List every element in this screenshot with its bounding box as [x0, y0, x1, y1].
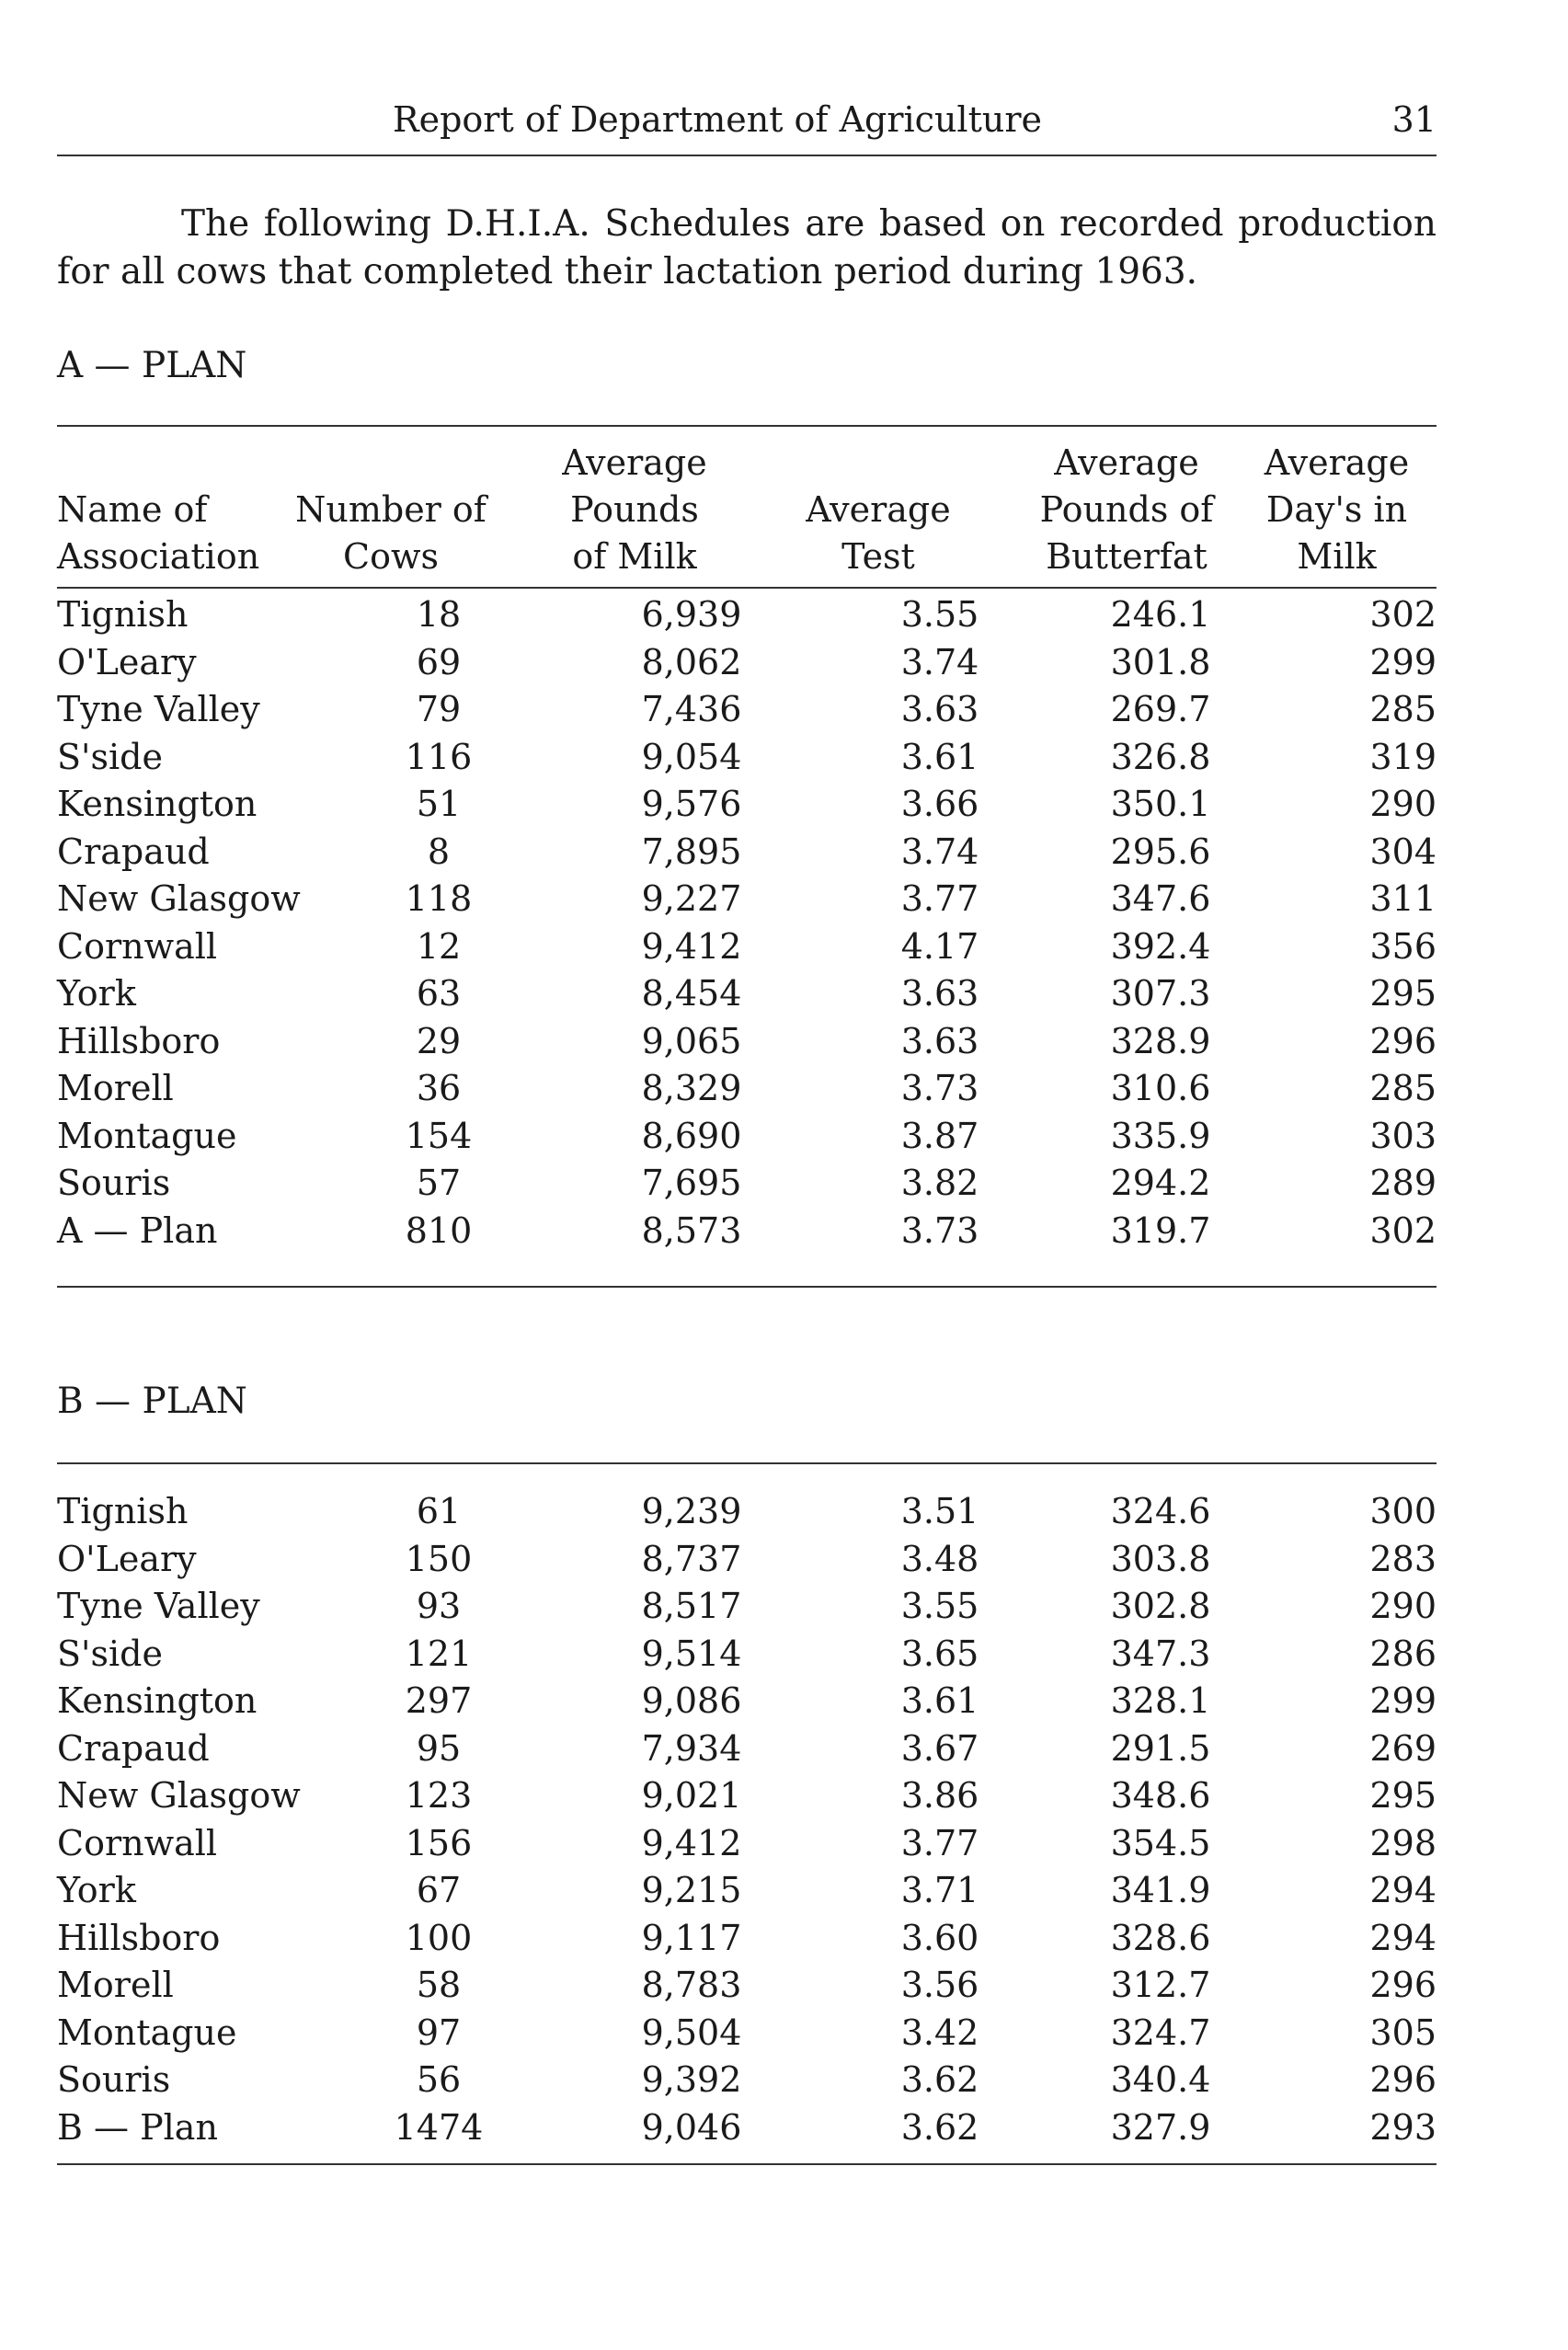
association-cell: Morell: [57, 1068, 174, 1108]
table-row: [57, 1631, 1436, 1679]
test-cell: 3.73: [900, 1209, 979, 1251]
test-cell: 4.17: [900, 925, 979, 967]
association-cell: Montague: [57, 1115, 237, 1156]
running-head-title: Report of Department of Agriculture: [393, 99, 1042, 140]
test-cell: 3.66: [900, 784, 979, 824]
cows-cell: 58: [416, 1965, 462, 2005]
test-cell: 3.74: [900, 831, 979, 872]
header-test-line-2: Average: [806, 489, 951, 530]
cows-cell: 810: [405, 1209, 473, 1251]
header-butterfat: [1016, 440, 1237, 580]
plan-b-table: [57, 1488, 1436, 2151]
test-cell: 3.87: [900, 1115, 979, 1156]
milk-cell: 8,573: [641, 1209, 742, 1251]
running-head: [57, 92, 1436, 147]
association-cell: Cornwall: [57, 925, 218, 967]
days-cell: 356: [1369, 925, 1436, 967]
association-cell: Souris: [57, 2059, 171, 2100]
header-cows-line-2: Number of: [295, 489, 486, 530]
table-row: [57, 686, 1436, 734]
butterfat-cell: 302.8: [1110, 1586, 1211, 1626]
days-cell: 305: [1369, 2012, 1436, 2053]
association-cell: New Glasgow: [57, 878, 301, 919]
test-cell: 3.56: [900, 1965, 979, 2005]
days-cell: 311: [1369, 878, 1436, 919]
association-cell: Morell: [57, 1965, 174, 2005]
test-cell: 3.82: [900, 1163, 979, 1203]
cows-cell: 57: [416, 1163, 462, 1203]
association-cell: A — Plan: [57, 1209, 218, 1251]
table-row: [57, 1018, 1436, 1066]
association-cell: York: [57, 973, 136, 1014]
association-cell: York: [57, 1870, 136, 1910]
plan-b-heading: B — PLAN: [57, 1381, 247, 1422]
table-row: [57, 970, 1436, 1018]
header-butterfat-line-1: Average: [1054, 442, 1199, 483]
milk-cell: 9,227: [641, 878, 742, 919]
butterfat-cell: 328.9: [1110, 1020, 1211, 1061]
association-cell: Hillsboro: [57, 1020, 221, 1061]
header-test: [786, 440, 970, 580]
days-cell: 294: [1369, 1917, 1436, 1958]
table-row: [57, 1962, 1436, 2010]
association-cell: Tignish: [57, 594, 189, 635]
cows-cell: 36: [416, 1068, 462, 1108]
milk-cell: 9,046: [641, 2106, 742, 2148]
header-days-line-1: Average: [1264, 442, 1410, 483]
header-cows: [276, 440, 506, 580]
days-cell: 302: [1369, 594, 1436, 635]
header-days-line-2: Day's in: [1265, 489, 1408, 530]
days-cell: 296: [1369, 1965, 1436, 2005]
butterfat-cell: 310.6: [1110, 1068, 1211, 1108]
association-cell: Tyne Valley: [57, 1586, 260, 1626]
test-cell: 3.63: [900, 1020, 979, 1061]
test-cell: 3.73: [900, 1068, 979, 1108]
butterfat-cell: 307.3: [1110, 973, 1211, 1014]
header-milk-line-2: Pounds: [570, 489, 699, 530]
days-cell: 286: [1369, 1633, 1436, 1674]
cows-cell: 100: [405, 1917, 473, 1958]
table-row: [57, 829, 1436, 877]
milk-cell: 7,436: [641, 689, 742, 729]
butterfat-cell: 354.5: [1110, 1822, 1211, 1863]
milk-cell: 9,576: [641, 784, 742, 824]
association-cell: Kensington: [57, 784, 258, 824]
header-days: [1237, 440, 1436, 580]
table-row: [57, 1820, 1436, 1868]
header-test-line-1: [786, 440, 970, 487]
header-milk-line-1: Average: [562, 442, 707, 483]
cows-cell: 63: [416, 973, 462, 1014]
butterfat-cell: 392.4: [1110, 925, 1211, 967]
days-cell: 302: [1369, 1209, 1436, 1251]
milk-cell: 9,514: [641, 1633, 742, 1674]
days-cell: 299: [1369, 641, 1436, 682]
milk-cell: 9,504: [641, 2012, 742, 2053]
cows-cell: 51: [416, 784, 462, 824]
table-row: [57, 1536, 1436, 1584]
butterfat-cell: 341.9: [1110, 1870, 1211, 1910]
cows-cell: 95: [416, 1727, 462, 1769]
table-row: [57, 1725, 1436, 1773]
plan-a-table: [57, 591, 1436, 1255]
header-cows-line-3: Cows: [343, 536, 439, 577]
test-cell: 3.65: [900, 1633, 979, 1674]
butterfat-cell: 312.7: [1110, 1965, 1211, 2005]
milk-cell: 7,895: [641, 831, 742, 872]
test-cell: 3.55: [900, 1586, 979, 1626]
milk-cell: 8,783: [641, 1965, 742, 2005]
cows-cell: 121: [405, 1633, 473, 1674]
header-milk: [529, 440, 740, 580]
header-cows-line-1: [276, 440, 506, 487]
test-cell: 3.55: [900, 594, 979, 635]
days-cell: 294: [1369, 1870, 1436, 1910]
test-cell: 3.62: [900, 2059, 979, 2100]
association-cell: S'side: [57, 736, 163, 777]
cows-cell: 93: [416, 1586, 462, 1626]
days-cell: 289: [1369, 1163, 1436, 1203]
cows-cell: 1474: [394, 2106, 484, 2148]
test-cell: 3.77: [900, 1822, 979, 1863]
cows-cell: 29: [416, 1020, 462, 1061]
milk-cell: 9,021: [641, 1775, 742, 1816]
days-cell: 296: [1369, 1020, 1436, 1061]
butterfat-cell: 269.7: [1110, 689, 1211, 729]
cows-cell: 154: [405, 1115, 473, 1156]
association-cell: Cornwall: [57, 1822, 218, 1863]
table-row: [57, 591, 1436, 639]
cows-cell: 12: [416, 925, 462, 967]
table-row: [57, 781, 1436, 829]
days-cell: 300: [1369, 1491, 1436, 1531]
table-row: [57, 1160, 1436, 1208]
butterfat-cell: 326.8: [1110, 736, 1211, 777]
association-cell: Montague: [57, 2012, 237, 2053]
days-cell: 296: [1369, 2059, 1436, 2100]
milk-cell: 9,392: [641, 2059, 742, 2100]
days-cell: 299: [1369, 1680, 1436, 1721]
butterfat-cell: 347.3: [1110, 1633, 1211, 1674]
milk-cell: 9,412: [641, 925, 742, 967]
table-row: [57, 923, 1436, 971]
milk-cell: 6,939: [641, 594, 742, 635]
cows-cell: 79: [416, 689, 462, 729]
days-cell: 285: [1369, 1068, 1436, 1108]
total-row: [57, 2104, 1436, 2152]
association-cell: Souris: [57, 1163, 171, 1203]
days-cell: 285: [1369, 689, 1436, 729]
milk-cell: 9,239: [641, 1491, 742, 1531]
test-cell: 3.51: [900, 1491, 979, 1531]
association-cell: Tyne Valley: [57, 689, 260, 729]
butterfat-cell: 327.9: [1110, 2106, 1211, 2148]
table-row: [57, 1867, 1436, 1915]
butterfat-cell: 291.5: [1110, 1727, 1211, 1769]
table-b-bottom-rule: [57, 2163, 1436, 2165]
cows-cell: 118: [405, 878, 473, 919]
cows-cell: 69: [416, 641, 462, 682]
test-cell: 3.74: [900, 641, 979, 682]
butterfat-cell: 347.6: [1110, 878, 1211, 919]
butterfat-cell: 324.6: [1110, 1491, 1211, 1531]
butterfat-cell: 294.2: [1110, 1163, 1211, 1203]
butterfat-cell: 246.1: [1110, 594, 1211, 635]
days-cell: 303: [1369, 1115, 1436, 1156]
header-test-line-3: Test: [841, 536, 915, 577]
association-cell: B — Plan: [57, 2106, 218, 2148]
days-cell: 319: [1369, 736, 1436, 777]
milk-cell: 8,737: [641, 1538, 742, 1579]
cows-cell: 123: [405, 1775, 473, 1816]
days-cell: 283: [1369, 1538, 1436, 1579]
cows-cell: 18: [416, 594, 462, 635]
table-row: [57, 2010, 1436, 2058]
test-cell: 3.61: [900, 1680, 979, 1721]
test-cell: 3.63: [900, 973, 979, 1014]
test-cell: 3.61: [900, 736, 979, 777]
header-association-line-1: [57, 440, 287, 487]
test-cell: 3.77: [900, 878, 979, 919]
cows-cell: 61: [416, 1491, 462, 1531]
milk-cell: 9,412: [641, 1822, 742, 1863]
days-cell: 295: [1369, 973, 1436, 1014]
table-a-top-rule: [57, 425, 1436, 427]
header-association-line-3: Association: [57, 536, 260, 577]
test-cell: 3.63: [900, 689, 979, 729]
association-cell: O'Leary: [57, 641, 197, 682]
test-cell: 3.42: [900, 2012, 979, 2053]
header-rule: [57, 155, 1436, 156]
table-row: [57, 1772, 1436, 1820]
milk-cell: 9,086: [641, 1680, 742, 1721]
days-cell: 269: [1369, 1727, 1436, 1769]
days-cell: 290: [1369, 1586, 1436, 1626]
header-days-line-3: Milk: [1297, 536, 1377, 577]
association-cell: Hillsboro: [57, 1917, 221, 1958]
test-cell: 3.48: [900, 1538, 979, 1579]
milk-cell: 8,454: [641, 973, 742, 1014]
header-milk-line-3: of Milk: [572, 536, 697, 577]
association-cell: Crapaud: [57, 831, 210, 872]
days-cell: 304: [1369, 831, 1436, 872]
association-cell: Tignish: [57, 1491, 189, 1531]
table-row: [57, 1915, 1436, 1963]
table-b-top-rule: [57, 1462, 1436, 1464]
butterfat-cell: 348.6: [1110, 1775, 1211, 1816]
association-cell: S'side: [57, 1633, 163, 1674]
header-butterfat-line-2: Pounds of: [1039, 489, 1214, 530]
milk-cell: 9,054: [641, 736, 742, 777]
butterfat-cell: 324.7: [1110, 2012, 1211, 2053]
days-cell: 293: [1369, 2106, 1436, 2148]
milk-cell: 7,695: [641, 1163, 742, 1203]
table-row: [57, 1488, 1436, 1536]
butterfat-cell: 350.1: [1110, 784, 1211, 824]
table-row: [57, 1678, 1436, 1725]
cows-cell: 56: [416, 2059, 462, 2100]
cows-cell: 67: [416, 1870, 462, 1910]
cows-cell: 150: [405, 1538, 473, 1579]
milk-cell: 8,062: [641, 641, 742, 682]
test-cell: 3.60: [900, 1917, 979, 1958]
table-row: [57, 1583, 1436, 1631]
cows-cell: 156: [405, 1822, 473, 1863]
test-cell: 3.86: [900, 1775, 979, 1816]
test-cell: 3.62: [900, 2106, 979, 2148]
table-row: [57, 734, 1436, 782]
total-row: [57, 1208, 1436, 1255]
butterfat-cell: 303.8: [1110, 1538, 1211, 1579]
cows-cell: 116: [405, 736, 473, 777]
header-association: [57, 440, 287, 580]
header-association-line-2: Name of: [57, 489, 208, 530]
test-cell: 3.71: [900, 1870, 979, 1910]
milk-cell: 8,517: [641, 1586, 742, 1626]
butterfat-cell: 328.6: [1110, 1917, 1211, 1958]
butterfat-cell: 319.7: [1110, 1209, 1211, 1251]
butterfat-cell: 340.4: [1110, 2059, 1211, 2100]
milk-cell: 9,117: [641, 1917, 742, 1958]
table-row: [57, 2057, 1436, 2104]
days-cell: 295: [1369, 1775, 1436, 1816]
milk-cell: 7,934: [641, 1727, 742, 1769]
intro-line-2: for all cows that completed their lactation period during 1963.: [57, 251, 1198, 292]
table-row: [57, 639, 1436, 687]
intro-line-1: The following D.H.I.A. Schedules are based on recorded production: [181, 203, 1436, 245]
cows-cell: 297: [405, 1680, 473, 1721]
association-cell: O'Leary: [57, 1538, 197, 1579]
milk-cell: 8,690: [641, 1115, 742, 1156]
plan-a-heading: A — PLAN: [57, 345, 247, 386]
butterfat-cell: 301.8: [1110, 641, 1211, 682]
test-cell: 3.67: [900, 1727, 979, 1769]
days-cell: 290: [1369, 784, 1436, 824]
milk-cell: 8,329: [641, 1068, 742, 1108]
table-a-bottom-rule: [57, 1286, 1436, 1288]
milk-cell: 9,215: [641, 1870, 742, 1910]
milk-cell: 9,065: [641, 1020, 742, 1061]
header-butterfat-line-3: Butterfat: [1046, 536, 1207, 577]
days-cell: 298: [1369, 1822, 1436, 1863]
table-a-header-rule: [57, 587, 1436, 589]
table-row: [57, 876, 1436, 923]
cows-cell: 8: [427, 831, 451, 872]
butterfat-cell: 295.6: [1110, 831, 1211, 872]
association-cell: Kensington: [57, 1680, 258, 1721]
butterfat-cell: 335.9: [1110, 1115, 1211, 1156]
butterfat-cell: 328.1: [1110, 1680, 1211, 1721]
table-row: [57, 1065, 1436, 1113]
table-row: [57, 1113, 1436, 1161]
intro-paragraph: [57, 201, 1436, 296]
cows-cell: 97: [416, 2012, 462, 2053]
page-number: 31: [1391, 99, 1436, 140]
association-cell: New Glasgow: [57, 1775, 301, 1816]
association-cell: Crapaud: [57, 1727, 210, 1769]
